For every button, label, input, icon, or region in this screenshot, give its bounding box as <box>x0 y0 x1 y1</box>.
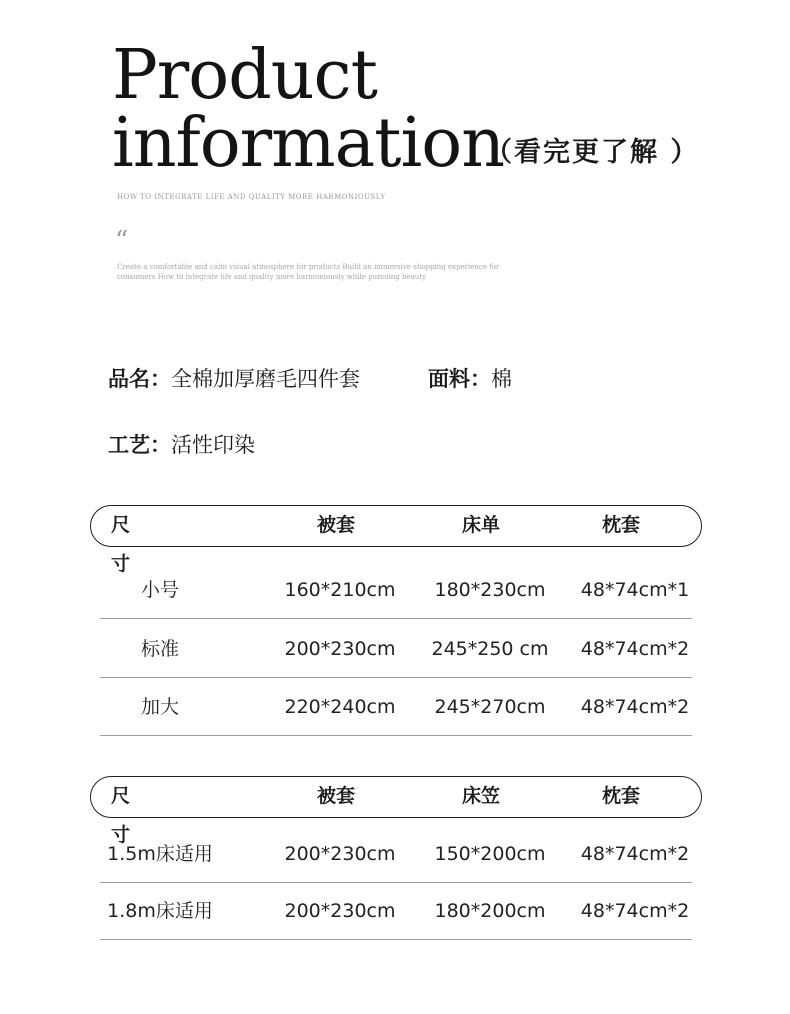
description: Create a comfortable and calm visual atmosphere for products Build an immersive shopping experience for consumers How to integrate life and quality more harmoniously while pursuing beauty <box>117 263 500 281</box>
size-table-2-header <box>90 776 702 846</box>
quote-icon: “ <box>115 226 129 256</box>
row-duvet-cover: 200*230cm <box>284 843 396 865</box>
row-pillowcase: 48*74cm*2 <box>580 696 690 718</box>
row-size: 1.5m床适用 <box>107 843 213 865</box>
row-size: 加大 <box>140 696 179 718</box>
product-name-label: 品名： <box>108 367 171 391</box>
table-row <box>100 883 692 940</box>
header-pillowcase: 枕套 <box>601 514 640 536</box>
row-duvet-cover: 200*230cm <box>284 900 396 922</box>
header-duvet-cover: 被套 <box>316 785 355 807</box>
product-name <box>108 363 360 393</box>
table-row <box>100 621 692 678</box>
row-size: 1.8m床适用 <box>107 900 213 922</box>
table-row <box>100 679 692 736</box>
fabric-label: 面料： <box>428 367 491 391</box>
craft <box>108 429 255 459</box>
row-duvet-cover: 200*230cm <box>284 638 396 660</box>
title-product: Product <box>112 36 377 115</box>
subtitle-cn: （看完更了解 ） <box>485 137 700 168</box>
tagline: HOW TO INTEGRATE LIFE AND QUALITY MORE HARMONIOUSLY <box>117 193 386 201</box>
header-size: 尺 寸 <box>111 785 153 846</box>
row-bed-sheet: 245*270cm <box>434 696 546 718</box>
table-row <box>100 562 692 619</box>
craft-value: 活性印染 <box>171 433 255 457</box>
row-pillowcase: 48*74cm*2 <box>580 900 690 922</box>
row-bed-sheet: 245*250 cm <box>431 638 549 660</box>
fabric <box>428 363 512 393</box>
header-duvet-cover: 被套 <box>316 514 355 536</box>
row-fitted-sheet: 150*200cm <box>434 843 546 865</box>
product-name-value: 全棉加厚磨毛四件套 <box>171 367 360 391</box>
header-size: 尺 寸 <box>111 514 153 575</box>
row-duvet-cover: 160*210cm <box>284 579 396 601</box>
row-size: 标准 <box>140 638 179 660</box>
header-fitted-sheet: 床笠 <box>461 785 500 807</box>
row-bed-sheet: 180*230cm <box>434 579 546 601</box>
craft-label: 工艺： <box>108 433 171 457</box>
size-table-1-header <box>90 505 702 575</box>
row-pillowcase: 48*74cm*2 <box>580 843 690 865</box>
header-pillowcase: 枕套 <box>601 785 640 807</box>
row-size: 小号 <box>140 579 179 601</box>
table-row <box>100 826 692 883</box>
row-duvet-cover: 220*240cm <box>284 696 396 718</box>
row-fitted-sheet: 180*200cm <box>434 900 546 922</box>
fabric-value: 棉 <box>491 367 512 391</box>
row-pillowcase: 48*74cm*1 <box>580 579 690 601</box>
row-pillowcase: 48*74cm*2 <box>580 638 690 660</box>
header-bed-sheet: 床单 <box>461 514 500 536</box>
title-information: information <box>112 104 504 183</box>
